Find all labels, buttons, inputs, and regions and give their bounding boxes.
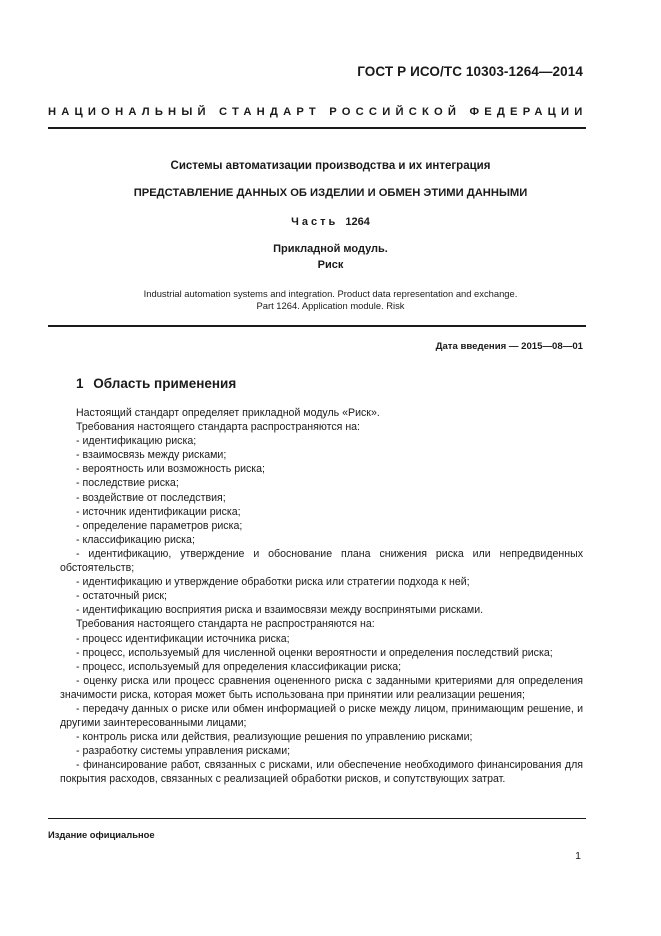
list-item: - идентификацию восприятия риска и взаимосвязи между воспринятыми рисками. [76, 604, 484, 617]
list-item: - воздействие от последствия; [76, 491, 226, 504]
list-item: - взаимосвязь между рисками; [76, 449, 227, 462]
subtitle-line2: Риск [317, 259, 344, 271]
list-item: - последствие риска; [76, 477, 179, 490]
english-title-line1: Industrial automation systems and integration. Product data representation and exchange. [143, 288, 518, 299]
section-number: 1 [76, 376, 84, 391]
english-title-line2: Part 1264. Application module. Risk [256, 300, 405, 311]
section-title: Область применения [93, 376, 237, 391]
list-item: - идентификацию и утверждение обработки риска или стратегии подхода к ней; [76, 576, 470, 589]
paragraph: Настоящий стандарт определяет прикладной модуль «Риск». [76, 407, 380, 419]
scope-text [60, 406, 583, 787]
list-item: - передачу данных о риске или обмен информацией о риске между лицом, принимающим решение, и другими заинтересованными лицами; [60, 702, 583, 730]
list-item: - контроль риска или действия, реализующие решения по управлению рисками; [76, 731, 473, 744]
top-divider [48, 127, 586, 129]
footer-divider [48, 818, 586, 819]
standard-number: ГОСТ Р ИСО/ТС 10303-1264—2014 [357, 64, 583, 79]
part-heading [0, 216, 661, 228]
list-item: - разработку системы управления рисками; [76, 745, 291, 758]
subtitle-line1: Прикладной модуль. [273, 243, 388, 255]
list-item: - процесс идентификации источника риска; [76, 632, 290, 645]
section-heading [76, 376, 236, 391]
national-standard-title: НАЦИОНАЛЬНЫЙ СТАНДАРТ РОССИЙСКОЙ ФЕДЕРАЦИИ [48, 106, 588, 118]
paragraph: Требования настоящего стандарта не распространяются на: [76, 618, 375, 631]
list-item: - идентификацию, утверждение и обоснование плана снижения риска или непредвиденных обстоятельств; [60, 547, 583, 575]
title-divider [48, 325, 586, 327]
page-number: 1 [575, 850, 581, 862]
part-number: 1264 [345, 216, 370, 228]
list-item: - остаточный риск; [76, 590, 167, 603]
paragraph: Требования настоящего стандарта распространяются на: [76, 421, 361, 434]
list-item: - процесс, используемый для определения классификации риска; [76, 660, 402, 673]
part-label: Часть [291, 216, 339, 228]
list-item: - классификацию риска; [76, 533, 195, 546]
official-edition-label: Издание официальное [48, 829, 155, 840]
standard-title-line1: Системы автоматизации производства и их интеграция [170, 160, 491, 172]
list-item: - вероятность или возможность риска; [76, 463, 266, 476]
list-item: - источник идентификации риска; [76, 505, 241, 518]
list-item: - процесс, используемый для численной оценки вероятности и определения последствий риска; [76, 646, 553, 659]
list-item: - оценку риска или процесс сравнения оцененного риска с заданными критериями для определения значимости риска, которая может быть использована при принятии или реализации решения; [60, 674, 583, 701]
introduction-date: Дата введения — 2015—08—01 [435, 341, 583, 352]
list-item: - финансирование работ, связанных с рисками, или обеспечение необходимого финансирования для покрытия расходов, связанных с реализацией обработки рисков, и сопутствующих затрат. [60, 759, 583, 786]
list-item: - определение параметров риска; [76, 519, 243, 532]
standard-title-line2: ПРЕДСТАВЛЕНИЕ ДАННЫХ ОБ ИЗДЕЛИИ И ОБМЕН ЭТИМИ ДАННЫМИ [133, 187, 528, 199]
list-item: - идентификацию риска; [76, 435, 197, 448]
